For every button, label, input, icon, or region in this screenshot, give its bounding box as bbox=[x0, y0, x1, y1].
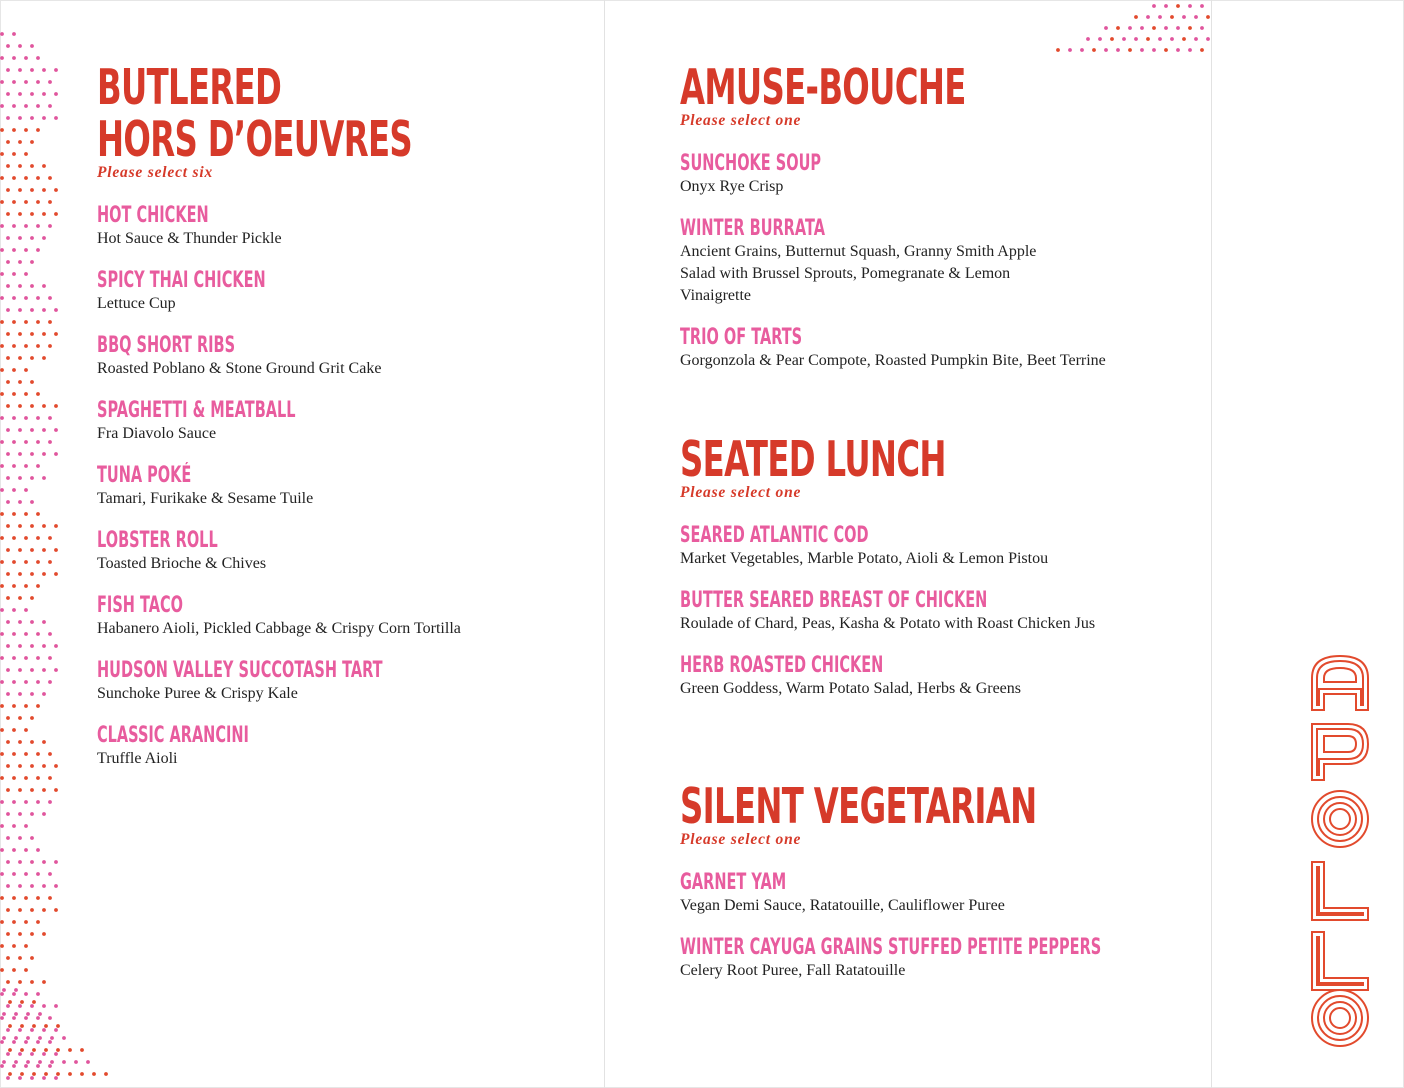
amuse-bouche-section bbox=[680, 59, 1113, 390]
menu-item-description: Hot Sauce & Thunder Pickle bbox=[97, 230, 282, 247]
menu-item-description: Ancient Grains, Butternut Squash, Granny Smith Apple Salad with Brussel Sprouts, Pomegranate & Lemon Vinaigrette bbox=[680, 243, 1037, 304]
menu-item-name: BUTTER SEARED BREAST OF CHICKEN bbox=[680, 588, 988, 613]
section-subtitle: Please select one bbox=[680, 484, 802, 501]
dots-graphic bbox=[1030, 0, 1210, 60]
section-title: SILENT VEGETARIAN bbox=[680, 778, 1037, 835]
menu-item bbox=[680, 935, 1318, 982]
section-title: SEATED LUNCH bbox=[680, 431, 946, 488]
hors-doeuvres-section bbox=[97, 59, 587, 788]
menu-item-description: Vegan Demi Sauce, Ratatouille, Cauliflower Puree bbox=[680, 897, 1005, 914]
menu-item-list bbox=[97, 203, 587, 770]
menu-item-name: TUNA POKÉ bbox=[97, 463, 192, 488]
menu-item-description: Green Goddess, Warm Potato Salad, Herbs & Greens bbox=[680, 680, 1022, 697]
menu-item-description: Fra Diavolo Sauce bbox=[97, 425, 217, 442]
menu-item-name: TRIO OF TARTS bbox=[680, 325, 803, 350]
menu-item bbox=[97, 658, 587, 705]
apollo-logo bbox=[1308, 652, 1372, 1057]
panel-divider bbox=[604, 0, 605, 1088]
menu-item-description: Toasted Brioche & Chives bbox=[97, 555, 267, 572]
menu-item-name: GARNET YAM bbox=[680, 870, 787, 895]
menu-item-name: WINTER CAYUGA GRAINS STUFFED PETITE PEPPERS bbox=[680, 935, 1102, 960]
seated-lunch-section bbox=[680, 431, 1146, 718]
menu-item-description: Market Vegetables, Marble Potato, Aioli & Lemon Pistou bbox=[680, 550, 1049, 567]
menu-item bbox=[680, 523, 1146, 570]
dot-pattern-top bbox=[1030, 0, 1210, 60]
apollo-logo-icon bbox=[1308, 652, 1372, 1052]
menu-item-name: SUNCHOKE SOUP bbox=[680, 151, 822, 176]
menu-item bbox=[97, 528, 587, 575]
menu-item bbox=[97, 268, 587, 315]
menu-item-description: Gorgonzola & Pear Compote, Roasted Pumpkin Bite, Beet Terrine bbox=[680, 352, 1106, 369]
menu-item-description: Truffle Aioli bbox=[97, 750, 178, 767]
menu-item bbox=[97, 398, 587, 445]
menu-item bbox=[680, 325, 1113, 372]
menu-item-name: SEARED ATLANTIC COD bbox=[680, 523, 869, 548]
menu-item bbox=[97, 333, 587, 380]
menu-item-name: HERB ROASTED CHICKEN bbox=[680, 653, 884, 678]
section-subtitle: Please select one bbox=[680, 112, 802, 129]
menu-item bbox=[680, 216, 1113, 307]
section-subtitle: Please select one bbox=[680, 831, 802, 848]
menu-item-list bbox=[680, 870, 1318, 982]
section-title: BUTLERED HORS D’OEUVRES bbox=[97, 59, 413, 168]
section-subtitle: Please select six bbox=[97, 164, 214, 181]
menu-item bbox=[680, 588, 1146, 635]
menu-item-list bbox=[680, 151, 1113, 372]
menu-item-description: Habanero Aioli, Pickled Cabbage & Crispy Corn Tortilla bbox=[97, 620, 461, 637]
menu-item-description: Roasted Poblano & Stone Ground Grit Cake bbox=[97, 360, 382, 377]
menu-item-description: Tamari, Furikake & Sesame Tuile bbox=[97, 490, 314, 507]
menu-item bbox=[97, 203, 587, 250]
menu-item-name: HOT CHICKEN bbox=[97, 203, 209, 228]
menu-item-description: Roulade of Chard, Peas, Kasha & Potato with Roast Chicken Jus bbox=[680, 615, 1096, 632]
menu-item-description: Onyx Rye Crisp bbox=[680, 178, 784, 195]
menu-item bbox=[680, 870, 1318, 917]
menu-item bbox=[680, 151, 1113, 198]
menu-item-name: FISH TACO bbox=[97, 593, 184, 618]
menu-item-name: BBQ SHORT RIBS bbox=[97, 333, 236, 358]
menu-item-name: SPAGHETTI & MEATBALL bbox=[97, 398, 296, 423]
menu-item bbox=[97, 593, 587, 640]
menu-item-description: Sunchoke Puree & Crispy Kale bbox=[97, 685, 298, 702]
section-title: AMUSE-BOUCHE bbox=[680, 59, 966, 116]
menu-item-name: HUDSON VALLEY SUCCOTASH TART bbox=[97, 658, 383, 683]
menu-item bbox=[680, 653, 1146, 700]
menu-item bbox=[97, 463, 587, 510]
menu-item-description: Celery Root Puree, Fall Ratatouille bbox=[680, 962, 906, 979]
menu-item-name: CLASSIC ARANCINI bbox=[97, 723, 249, 748]
menu-item-list bbox=[680, 523, 1146, 700]
menu-item-description: Lettuce Cup bbox=[97, 295, 176, 312]
menu-item-name: LOBSTER ROLL bbox=[97, 528, 218, 553]
menu-item-name: WINTER BURRATA bbox=[680, 216, 825, 241]
silent-vegetarian-section bbox=[680, 778, 1318, 1000]
menu-item bbox=[97, 723, 587, 770]
menu-item-name: SPICY THAI CHICKEN bbox=[97, 268, 266, 293]
